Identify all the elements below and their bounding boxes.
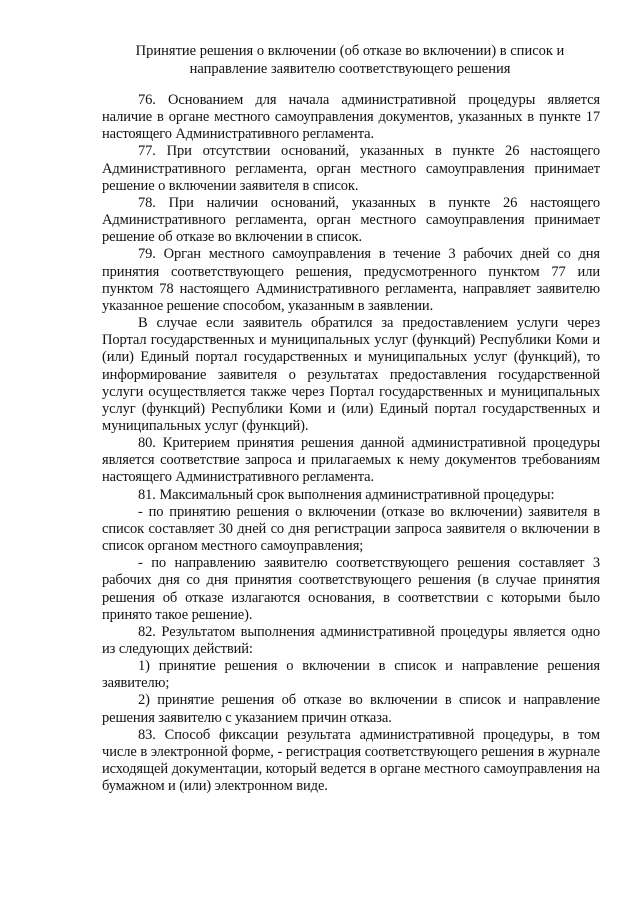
section-heading-line-1: Принятие решения о включении (об отказе во включении) в список и	[135, 43, 565, 59]
paragraph-81-item-1: - по принятию решения о включении (отказе во включении) заявителя в список составляет 30 дней со дня регистрации запроса заявителя о включении в список органом местного самоуправления;	[102, 503, 600, 555]
section-heading	[100, 42, 600, 78]
paragraph-80: 80. Критерием принятия решения данной административной процедуры является соответствие запроса и прилагаемых к нему документов требованиям настоящего Административного регламента.	[102, 435, 600, 486]
paragraph-82-item-2: 2) принятие решения об отказе во включении в список и направление решения заявителю с указанием причин отказа.	[102, 692, 600, 726]
paragraph-82: 82. Результатом выполнения административной процедуры является одно из следующих действий:	[102, 623, 600, 657]
paragraph-81-item-2: - по направлению заявителю соответствующего решения составляет 3 рабочих дня со дня принятия соответствующего решения (в случае принятия решения об отказе излагаются основания, в соответствии с которыми было принято такое решение).	[102, 555, 600, 623]
paragraph-77: 77. При отсутствии оснований, указанных в пункте 26 настоящего Административного регламента, орган местного самоуправления принимает решение о включении заявителя в список.	[102, 143, 600, 194]
paragraph-82-item-1: 1) принятие решения о включении в список и направление решения заявителю;	[102, 658, 600, 692]
paragraph-81: 81. Максимальный срок выполнения административной процедуры:	[138, 486, 555, 503]
section-heading-line-2: направление заявителю соответствующего решения	[189, 61, 511, 77]
document-body	[102, 92, 600, 795]
paragraph-79: 79. Орган местного самоуправления в течение 3 рабочих дней со дня принятия соответствующего решения, предусмотренного пунктом 77 или пунктом 78 настоящего Административного регламента, направляет заявителю указанное решение способом, указанным в заявлении.	[102, 246, 600, 314]
paragraph-79-portal: В случае если заявитель обратился за предоставлением услуги через Портал государственных и муниципальных услуг (функций) Республики Коми и (или) Единый портал государственных и муниципальных услуг (функций), то информирование заявителя о результатах предоставления государственной услуги осуществляется также через Портал государственных и муниципальных услуг (функций) Республики Коми и (или) Единый портал государственных и муниципальных услуг (функций).	[102, 315, 600, 434]
paragraph-78: 78. При наличии оснований, указанных в пункте 26 настоящего Административного регламента, орган местного самоуправления принимает решение об отказе во включении в список.	[102, 194, 600, 246]
paragraph-76: 76. Основанием для начала административной процедуры является наличие в органе местного самоуправления документов, указанных в пункте 17 настоящего Административного регламента.	[102, 92, 600, 143]
paragraph-83: 83. Способ фиксации результата административной процедуры, в том числе в электронной форме, - регистрация соответствующего решения в журнале исходящей документации, который ведется в органе местного самоуправления на бумажном и (или) электронном виде.	[102, 726, 600, 795]
